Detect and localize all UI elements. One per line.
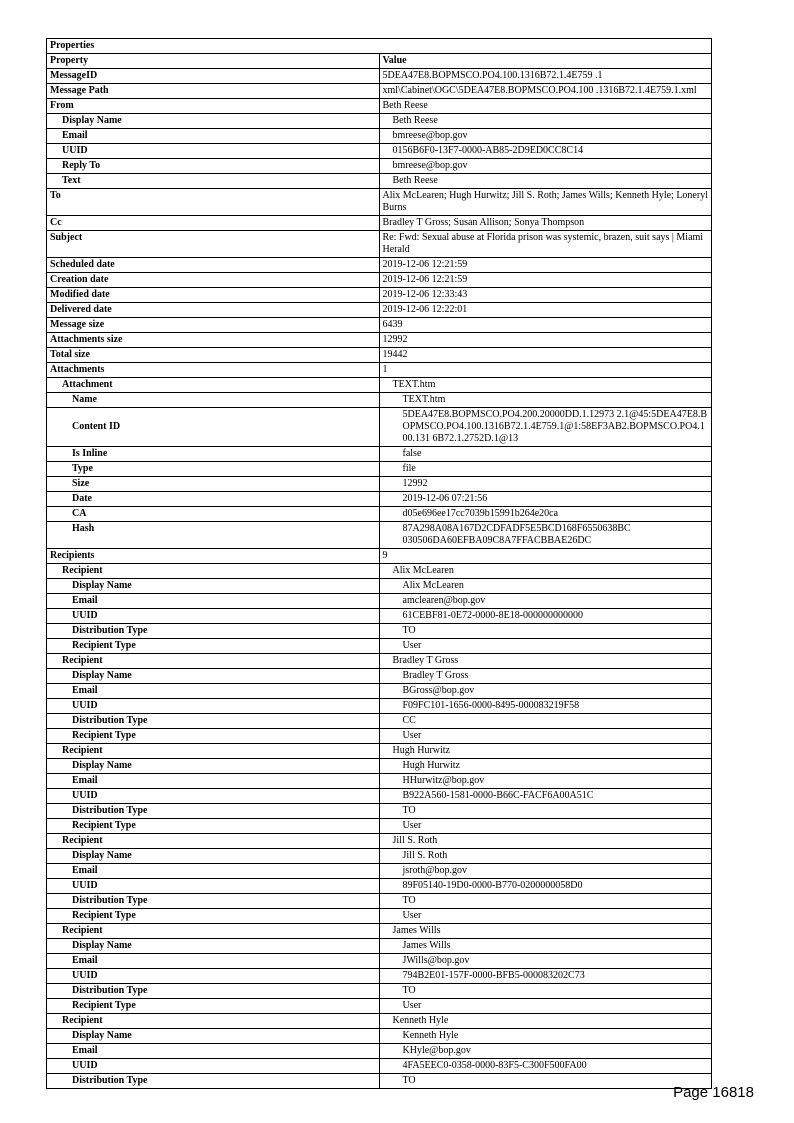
property-row xyxy=(47,594,712,609)
property-row xyxy=(47,1014,712,1029)
property-key: Distribution Type xyxy=(47,714,380,729)
property-value: 6439 xyxy=(379,318,712,333)
property-value: 2019-12-06 12:21:59 xyxy=(379,273,712,288)
property-key: Attachments xyxy=(47,363,380,378)
property-value: 61CEBF81-0E72-0000-8E18-000000000000 xyxy=(379,609,712,624)
property-value: 0156B6F0-13F7-0000-AB85-2D9ED0CC8C14 xyxy=(379,144,712,159)
property-row xyxy=(47,258,712,273)
property-key: Display Name xyxy=(47,849,380,864)
property-row xyxy=(47,363,712,378)
property-row xyxy=(47,564,712,579)
property-row xyxy=(47,1059,712,1074)
property-value: User xyxy=(379,819,712,834)
property-value: Jill S. Roth xyxy=(379,834,712,849)
property-row xyxy=(47,549,712,564)
property-value: Hugh Hurwitz xyxy=(379,759,712,774)
property-row xyxy=(47,699,712,714)
property-key: Email xyxy=(47,594,380,609)
property-value: d05e696ee17cc7039b15991b264e20ca xyxy=(379,507,712,522)
property-value: Bradley T Gross; Susan Allison; Sonya Thompson xyxy=(379,216,712,231)
caption-row xyxy=(47,39,712,54)
property-key: Total size xyxy=(47,348,380,363)
properties-table xyxy=(46,38,712,1089)
property-row xyxy=(47,447,712,462)
property-row xyxy=(47,273,712,288)
property-value: James Wills xyxy=(379,924,712,939)
property-key: Message size xyxy=(47,318,380,333)
property-row xyxy=(47,609,712,624)
property-value: file xyxy=(379,462,712,477)
property-row xyxy=(47,84,712,99)
property-row xyxy=(47,759,712,774)
property-row xyxy=(47,669,712,684)
property-value: F09FC101-1656-0000-8495-000083219F58 xyxy=(379,699,712,714)
property-value: JWills@bop.gov xyxy=(379,954,712,969)
property-value: Re: Fwd: Sexual abuse at Florida prison was systemic, brazen, suit says | Miami Herald xyxy=(379,231,712,258)
property-key: Type xyxy=(47,462,380,477)
property-value: Jill S. Roth xyxy=(379,849,712,864)
property-value: xml\Cabinet\OGC\5DEA47E8.BOPMSCO.PO4.100 .1316B72.1.4E759.1.xml xyxy=(379,84,712,99)
property-value: TO xyxy=(379,804,712,819)
property-row xyxy=(47,231,712,258)
property-row xyxy=(47,114,712,129)
property-key: Name xyxy=(47,393,380,408)
property-row xyxy=(47,159,712,174)
property-row xyxy=(47,849,712,864)
property-key: Email xyxy=(47,684,380,699)
property-value: TEXT.htm xyxy=(379,393,712,408)
property-key: Is Inline xyxy=(47,447,380,462)
property-value: 12992 xyxy=(379,477,712,492)
property-value: TO xyxy=(379,894,712,909)
property-value: 89F05140-19D0-0000-B770-0200000058D0 xyxy=(379,879,712,894)
property-key: Reply To xyxy=(47,159,380,174)
property-key: Recipient Type xyxy=(47,729,380,744)
property-row xyxy=(47,333,712,348)
property-value: TO xyxy=(379,984,712,999)
property-value: Kenneth Hyle xyxy=(379,1014,712,1029)
property-value: Alix McLearen xyxy=(379,579,712,594)
property-key: UUID xyxy=(47,879,380,894)
property-row xyxy=(47,714,712,729)
property-value: 9 xyxy=(379,549,712,564)
property-key: Email xyxy=(47,129,380,144)
property-key: Display Name xyxy=(47,114,380,129)
property-value: 1 xyxy=(379,363,712,378)
property-value: TO xyxy=(379,1074,712,1089)
property-value: Beth Reese xyxy=(379,99,712,114)
property-key: Hash xyxy=(47,522,380,549)
property-key: Display Name xyxy=(47,669,380,684)
property-key: Email xyxy=(47,954,380,969)
property-key: Recipient xyxy=(47,564,380,579)
property-key: Recipient Type xyxy=(47,639,380,654)
property-key: UUID xyxy=(47,699,380,714)
property-row xyxy=(47,579,712,594)
property-value: bmreese@bop.gov xyxy=(379,159,712,174)
property-value: KHyle@bop.gov xyxy=(379,1044,712,1059)
property-row xyxy=(47,909,712,924)
property-row xyxy=(47,174,712,189)
property-value: 2019-12-06 12:21:59 xyxy=(379,258,712,273)
property-value: TEXT.htm xyxy=(379,378,712,393)
property-row xyxy=(47,522,712,549)
property-value: B922A560-1581-0000-B66C-FACF6A00A51C xyxy=(379,789,712,804)
property-row xyxy=(47,654,712,669)
property-key: Display Name xyxy=(47,1029,380,1044)
property-key: Content ID xyxy=(47,408,380,447)
property-row xyxy=(47,129,712,144)
property-key: Delivered date xyxy=(47,303,380,318)
property-key: Email xyxy=(47,1044,380,1059)
property-key: UUID xyxy=(47,609,380,624)
property-value: 5DEA47E8.BOPMSCO.PO4.100.1316B72.1.4E759 .1 xyxy=(379,69,712,84)
property-row xyxy=(47,774,712,789)
property-row xyxy=(47,477,712,492)
property-key: Distribution Type xyxy=(47,624,380,639)
property-key: Cc xyxy=(47,216,380,231)
property-key: Distribution Type xyxy=(47,1074,380,1089)
property-value: User xyxy=(379,639,712,654)
property-key: To xyxy=(47,189,380,216)
property-key: Distribution Type xyxy=(47,894,380,909)
property-value: Beth Reese xyxy=(379,174,712,189)
properties-body xyxy=(47,39,712,1089)
property-key: Recipient xyxy=(47,744,380,759)
property-key: Recipient Type xyxy=(47,909,380,924)
property-row xyxy=(47,789,712,804)
property-row xyxy=(47,393,712,408)
property-key: Recipient xyxy=(47,1014,380,1029)
property-value: jsroth@bop.gov xyxy=(379,864,712,879)
property-row xyxy=(47,624,712,639)
property-key: Display Name xyxy=(47,759,380,774)
property-key: Distribution Type xyxy=(47,984,380,999)
property-row xyxy=(47,834,712,849)
property-row xyxy=(47,999,712,1014)
property-row xyxy=(47,1074,712,1089)
property-row xyxy=(47,819,712,834)
property-column-header: Property xyxy=(47,54,380,69)
property-value: Bradley T Gross xyxy=(379,669,712,684)
property-value: Hugh Hurwitz xyxy=(379,744,712,759)
property-row xyxy=(47,408,712,447)
property-row xyxy=(47,99,712,114)
property-row xyxy=(47,804,712,819)
property-value: amclearen@bop.gov xyxy=(379,594,712,609)
property-value: User xyxy=(379,999,712,1014)
property-value: BGross@bop.gov xyxy=(379,684,712,699)
property-key: Date xyxy=(47,492,380,507)
property-row xyxy=(47,729,712,744)
property-value: 4FA5EEC0-0358-0000-83F5-C300F500FA00 xyxy=(379,1059,712,1074)
property-key: Scheduled date xyxy=(47,258,380,273)
property-row xyxy=(47,507,712,522)
page-number: Page 16818 xyxy=(673,1084,754,1101)
property-row xyxy=(47,462,712,477)
property-row xyxy=(47,69,712,84)
property-row xyxy=(47,894,712,909)
property-value: Alix McLearen; Hugh Hurwitz; Jill S. Roth; James Wills; Kenneth Hyle; Loneryl Burns xyxy=(379,189,712,216)
property-key: Attachment xyxy=(47,378,380,393)
property-key: Display Name xyxy=(47,939,380,954)
property-value: Bradley T Gross xyxy=(379,654,712,669)
property-key: Distribution Type xyxy=(47,804,380,819)
property-key: Recipient Type xyxy=(47,999,380,1014)
property-row xyxy=(47,492,712,507)
property-row xyxy=(47,303,712,318)
property-key: Size xyxy=(47,477,380,492)
property-key: UUID xyxy=(47,144,380,159)
property-value: 794B2E01-157F-0000-BFB5-000083202C73 xyxy=(379,969,712,984)
property-value: Kenneth Hyle xyxy=(379,1029,712,1044)
property-row xyxy=(47,924,712,939)
property-key: Modified date xyxy=(47,288,380,303)
property-row xyxy=(47,1044,712,1059)
property-key: Subject xyxy=(47,231,380,258)
property-row xyxy=(47,288,712,303)
table-caption: Properties xyxy=(47,39,712,54)
property-key: From xyxy=(47,99,380,114)
property-key: Creation date xyxy=(47,273,380,288)
property-key: Recipients xyxy=(47,549,380,564)
property-key: Message Path xyxy=(47,84,380,99)
property-row xyxy=(47,348,712,363)
property-row xyxy=(47,864,712,879)
property-row xyxy=(47,144,712,159)
property-row xyxy=(47,318,712,333)
property-row xyxy=(47,744,712,759)
property-value: 2019-12-06 12:33:43 xyxy=(379,288,712,303)
property-key: Recipient xyxy=(47,654,380,669)
property-row xyxy=(47,984,712,999)
property-row xyxy=(47,189,712,216)
property-value: TO xyxy=(379,624,712,639)
property-row xyxy=(47,954,712,969)
value-column-header: Value xyxy=(379,54,712,69)
property-row xyxy=(47,639,712,654)
property-value: Alix McLearen xyxy=(379,564,712,579)
property-row xyxy=(47,939,712,954)
property-key: Recipient xyxy=(47,834,380,849)
property-value: James Wills xyxy=(379,939,712,954)
property-value: 12992 xyxy=(379,333,712,348)
header-row xyxy=(47,54,712,69)
property-value: User xyxy=(379,909,712,924)
property-value: User xyxy=(379,729,712,744)
property-value: 87A298A08A167D2CDFADF5E5BCD168F6550638BC 030506DA60EFBA09C8A7FFACBBAE26DC xyxy=(379,522,712,549)
property-key: MessageID xyxy=(47,69,380,84)
property-key: Recipient Type xyxy=(47,819,380,834)
property-row xyxy=(47,879,712,894)
property-row xyxy=(47,684,712,699)
property-key: Display Name xyxy=(47,579,380,594)
property-row xyxy=(47,969,712,984)
property-key: UUID xyxy=(47,1059,380,1074)
property-key: Recipient xyxy=(47,924,380,939)
property-row xyxy=(47,378,712,393)
property-row xyxy=(47,216,712,231)
property-row xyxy=(47,1029,712,1044)
property-value: 2019-12-06 07:21:56 xyxy=(379,492,712,507)
property-value: 2019-12-06 12:22:01 xyxy=(379,303,712,318)
property-key: CA xyxy=(47,507,380,522)
property-key: Email xyxy=(47,864,380,879)
property-key: Attachments size xyxy=(47,333,380,348)
property-value: false xyxy=(379,447,712,462)
property-value: HHurwitz@bop.gov xyxy=(379,774,712,789)
property-key: UUID xyxy=(47,789,380,804)
property-value: 5DEA47E8.BOPMSCO.PO4.200.20000DD.1.12973 2.1@45:5DEA47E8.BOPMSCO.PO4.100.1316B72.1.4E759.1@1:58EF3AB2.BOPMSCO.PO4.100.131 6B72.1.2752D.1@13 xyxy=(379,408,712,447)
property-key: Email xyxy=(47,774,380,789)
property-value: 19442 xyxy=(379,348,712,363)
property-value: bmreese@bop.gov xyxy=(379,129,712,144)
property-value: Beth Reese xyxy=(379,114,712,129)
property-key: Text xyxy=(47,174,380,189)
property-key: UUID xyxy=(47,969,380,984)
property-value: CC xyxy=(379,714,712,729)
